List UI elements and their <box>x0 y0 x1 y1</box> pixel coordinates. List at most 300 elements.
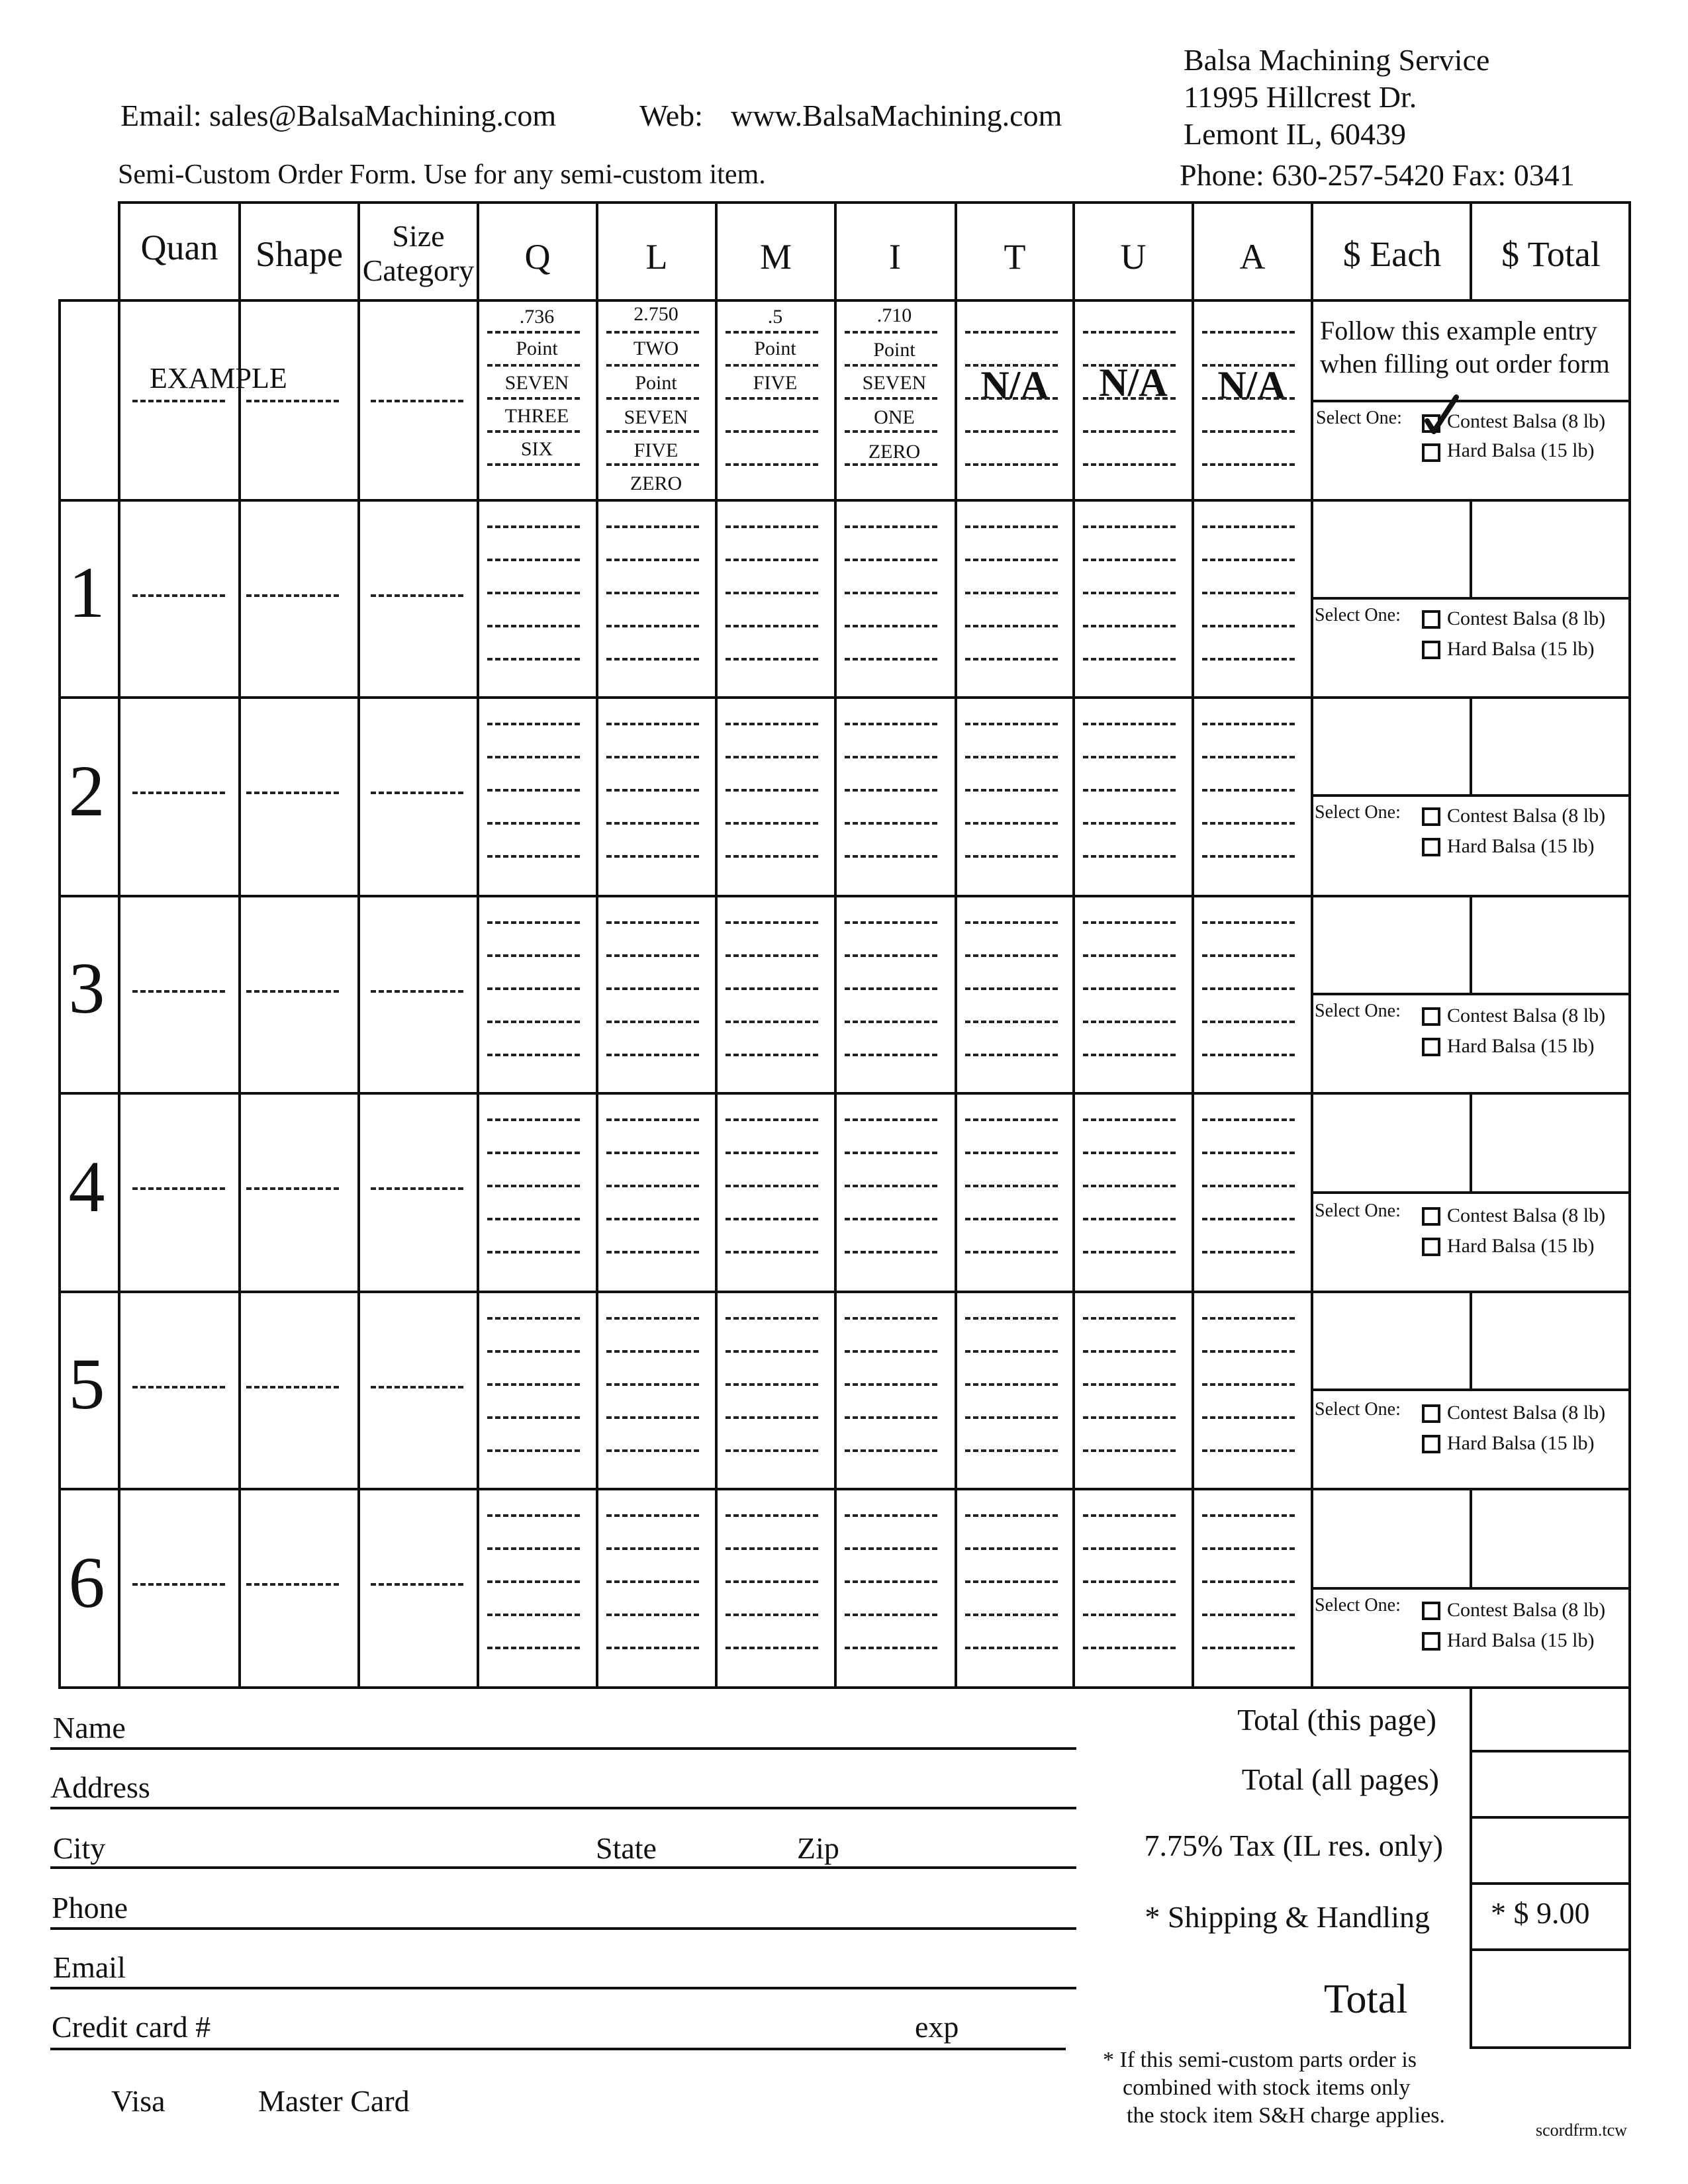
digit-entry[interactable] <box>1083 987 1176 990</box>
digit-entry[interactable] <box>845 756 937 758</box>
example-digit-entry[interactable] <box>726 364 818 367</box>
digit-entry[interactable] <box>726 1416 818 1419</box>
digit-entry[interactable] <box>487 559 580 561</box>
digit-entry[interactable] <box>606 987 699 990</box>
digit-entry[interactable] <box>606 1449 699 1452</box>
price-divider-2 <box>1470 696 1472 796</box>
digit-entry[interactable] <box>487 921 580 924</box>
digit-entry[interactable] <box>726 1185 818 1187</box>
digit-entry[interactable] <box>1202 1054 1295 1056</box>
example-digit-entry[interactable] <box>606 430 699 433</box>
digit-entry[interactable] <box>606 822 699 825</box>
digit-entry[interactable] <box>1202 723 1295 725</box>
digit-entry[interactable] <box>606 1383 699 1386</box>
example-i-5: ZERO <box>868 441 921 463</box>
example-digit-entry[interactable] <box>1202 331 1295 334</box>
digit-entry[interactable] <box>1083 1350 1176 1353</box>
row5-contest-checkbox[interactable] <box>1422 1404 1440 1423</box>
digit-entry[interactable] <box>487 1350 580 1353</box>
digit-entry[interactable] <box>487 1449 580 1452</box>
footnote-line1: * If this semi-custom parts order is <box>1103 2048 1417 2072</box>
digit-entry[interactable] <box>845 1647 937 1649</box>
digit-entry[interactable] <box>1083 1218 1176 1220</box>
digit-entry[interactable] <box>726 1383 818 1386</box>
example-digit-entry[interactable] <box>965 430 1058 433</box>
digit-entry[interactable] <box>726 625 818 627</box>
digit-entry[interactable] <box>1202 789 1295 792</box>
digit-entry[interactable] <box>606 1054 699 1056</box>
shape-entry[interactable] <box>246 1583 339 1586</box>
digit-entry[interactable] <box>965 1647 1058 1649</box>
digit-entry[interactable] <box>726 1317 818 1320</box>
digit-entry[interactable] <box>965 1416 1058 1419</box>
digit-entry[interactable] <box>965 1251 1058 1253</box>
example-digit-entry[interactable] <box>726 331 818 334</box>
quan-entry[interactable] <box>132 990 225 993</box>
digit-entry[interactable] <box>965 525 1058 528</box>
digit-entry[interactable] <box>487 592 580 594</box>
shape-entry[interactable] <box>246 1386 339 1388</box>
digit-entry[interactable] <box>965 1383 1058 1386</box>
digit-entry[interactable] <box>1202 1185 1295 1187</box>
digit-entry[interactable] <box>726 1251 818 1253</box>
digit-entry[interactable] <box>726 756 818 758</box>
digit-entry[interactable] <box>726 525 818 528</box>
digit-entry[interactable] <box>606 559 699 561</box>
example-digit-entry[interactable] <box>1083 430 1176 433</box>
digit-entry[interactable] <box>1083 1614 1176 1616</box>
digit-entry[interactable] <box>1083 559 1176 561</box>
digit-entry[interactable] <box>487 954 580 957</box>
digit-entry[interactable] <box>845 1021 937 1023</box>
digit-entry[interactable] <box>606 1218 699 1220</box>
digit-entry[interactable] <box>606 658 699 660</box>
row3-hard-checkbox[interactable] <box>1422 1038 1440 1056</box>
phone-field-line[interactable] <box>50 1927 1076 1930</box>
digit-entry[interactable] <box>845 723 937 725</box>
digit-entry[interactable] <box>965 559 1058 561</box>
digit-entry[interactable] <box>1202 1152 1295 1154</box>
digit-entry[interactable] <box>1083 1251 1176 1253</box>
example-digit-entry[interactable] <box>965 463 1058 466</box>
row3-contest-checkbox[interactable] <box>1422 1007 1440 1026</box>
digit-entry[interactable] <box>1083 756 1176 758</box>
digit-entry[interactable] <box>965 1350 1058 1353</box>
digit-entry[interactable] <box>845 987 937 990</box>
digit-entry[interactable] <box>726 1547 818 1550</box>
example-digit-entry[interactable] <box>487 463 580 466</box>
row5-hard-checkbox[interactable] <box>1422 1435 1440 1453</box>
digit-entry[interactable] <box>1202 592 1295 594</box>
shape-entry[interactable] <box>246 594 339 597</box>
digit-entry[interactable] <box>487 1185 580 1187</box>
shape-entry[interactable] <box>246 792 339 794</box>
digit-entry[interactable] <box>965 954 1058 957</box>
digit-entry[interactable] <box>487 1614 580 1616</box>
digit-entry[interactable] <box>606 1580 699 1583</box>
digit-entry[interactable] <box>1083 1383 1176 1386</box>
digit-entry[interactable] <box>606 1317 699 1320</box>
quan-entry[interactable] <box>132 1187 225 1190</box>
digit-entry[interactable] <box>965 987 1058 990</box>
digit-entry[interactable] <box>1083 855 1176 858</box>
digit-entry[interactable] <box>726 658 818 660</box>
digit-entry[interactable] <box>965 723 1058 725</box>
digit-entry[interactable] <box>965 1021 1058 1023</box>
digit-entry[interactable] <box>606 921 699 924</box>
example-digit-entry[interactable] <box>606 397 699 400</box>
digit-entry[interactable] <box>726 1580 818 1583</box>
digit-entry[interactable] <box>487 1580 580 1583</box>
example-digit-entry[interactable] <box>1083 397 1176 400</box>
example-digit-entry[interactable] <box>1083 463 1176 466</box>
digit-entry[interactable] <box>1202 855 1295 858</box>
example-digit-entry[interactable] <box>965 331 1058 334</box>
digit-entry[interactable] <box>606 789 699 792</box>
digit-entry[interactable] <box>726 855 818 858</box>
digit-entry[interactable] <box>845 1118 937 1121</box>
digit-entry[interactable] <box>726 592 818 594</box>
digit-entry[interactable] <box>965 1218 1058 1220</box>
example-digit-entry[interactable] <box>1202 397 1295 400</box>
digit-entry[interactable] <box>965 1054 1058 1056</box>
mastercard-label[interactable]: Master Card <box>258 2084 410 2118</box>
digit-entry[interactable] <box>1083 1416 1176 1419</box>
row1-contest-checkbox[interactable] <box>1422 610 1440 629</box>
digit-entry[interactable] <box>845 789 937 792</box>
digit-entry[interactable] <box>487 1251 580 1253</box>
example-digit-entry[interactable] <box>1083 364 1176 367</box>
digit-entry[interactable] <box>1202 1647 1295 1649</box>
digit-entry[interactable] <box>487 855 580 858</box>
digit-entry[interactable] <box>487 1021 580 1023</box>
example-m-3: FIVE <box>753 372 798 394</box>
digit-entry[interactable] <box>726 987 818 990</box>
example-digit-entry[interactable] <box>965 397 1058 400</box>
digit-entry[interactable] <box>726 1449 818 1452</box>
example-digit-entry[interactable] <box>487 364 580 367</box>
row2-contest-checkbox[interactable] <box>1422 807 1440 826</box>
digit-entry[interactable] <box>726 921 818 924</box>
shape-entry[interactable] <box>246 990 339 993</box>
digit-entry[interactable] <box>1083 1185 1176 1187</box>
size-entry[interactable] <box>371 1187 463 1190</box>
example-digit-entry[interactable] <box>845 397 937 400</box>
digit-entry[interactable] <box>1083 592 1176 594</box>
digit-entry[interactable] <box>845 1580 937 1583</box>
digit-entry[interactable] <box>606 1614 699 1616</box>
digit-entry[interactable] <box>845 1185 937 1187</box>
digit-entry[interactable] <box>845 1614 937 1616</box>
digit-entry[interactable] <box>1083 1118 1176 1121</box>
row4-contest-checkbox[interactable] <box>1422 1207 1440 1226</box>
digit-entry[interactable] <box>487 1383 580 1386</box>
digit-entry[interactable] <box>1083 1514 1176 1517</box>
digit-entry[interactable] <box>726 1118 818 1121</box>
example-digit-entry[interactable] <box>487 397 580 400</box>
digit-entry[interactable] <box>965 592 1058 594</box>
digit-entry[interactable] <box>1202 1317 1295 1320</box>
digit-entry[interactable] <box>487 1317 580 1320</box>
digit-entry[interactable] <box>965 1152 1058 1154</box>
digit-entry[interactable] <box>1083 954 1176 957</box>
digit-entry[interactable] <box>845 822 937 825</box>
digit-entry[interactable] <box>1202 756 1295 758</box>
row1-hard-checkbox[interactable] <box>1422 641 1440 659</box>
digit-entry[interactable] <box>965 1118 1058 1121</box>
digit-entry[interactable] <box>845 658 937 660</box>
digit-entry[interactable] <box>726 1152 818 1154</box>
quan-entry[interactable] <box>132 594 225 597</box>
digit-entry[interactable] <box>487 1118 580 1121</box>
example-digit-entry[interactable] <box>845 331 937 334</box>
digit-entry[interactable] <box>487 1647 580 1649</box>
digit-entry[interactable] <box>845 954 937 957</box>
digit-entry[interactable] <box>726 1614 818 1616</box>
example-shape-entry[interactable] <box>246 400 339 402</box>
row4-hard-checkbox[interactable] <box>1422 1238 1440 1256</box>
digit-entry[interactable] <box>965 921 1058 924</box>
digit-entry[interactable] <box>487 723 580 725</box>
digit-entry[interactable] <box>606 756 699 758</box>
visa-label[interactable]: Visa <box>111 2084 165 2118</box>
example-digit-entry[interactable] <box>726 430 818 433</box>
digit-entry[interactable] <box>1083 822 1176 825</box>
digit-entry[interactable] <box>845 592 937 594</box>
example-size-entry[interactable] <box>371 400 463 402</box>
digit-entry[interactable] <box>845 559 937 561</box>
digit-entry[interactable] <box>1083 1449 1176 1452</box>
digit-entry[interactable] <box>606 1118 699 1121</box>
digit-entry[interactable] <box>1202 1021 1295 1023</box>
example-digit-entry[interactable] <box>845 364 937 367</box>
digit-entry[interactable] <box>606 1185 699 1187</box>
digit-entry[interactable] <box>487 756 580 758</box>
digit-entry[interactable] <box>606 1416 699 1419</box>
example-digit-entry[interactable] <box>845 463 937 466</box>
digit-entry[interactable] <box>845 1350 937 1353</box>
digit-entry[interactable] <box>726 1514 818 1517</box>
digit-entry[interactable] <box>845 1547 937 1550</box>
digit-entry[interactable] <box>965 789 1058 792</box>
digit-entry[interactable] <box>726 1647 818 1649</box>
digit-entry[interactable] <box>1202 1251 1295 1253</box>
digit-entry[interactable] <box>1202 1218 1295 1220</box>
digit-entry[interactable] <box>487 525 580 528</box>
digit-entry[interactable] <box>606 1021 699 1023</box>
city-field-line[interactable] <box>50 1866 1076 1869</box>
digit-entry[interactable] <box>726 954 818 957</box>
digit-entry[interactable] <box>1083 1021 1176 1023</box>
digit-entry[interactable] <box>845 1054 937 1056</box>
row2-hard-checkbox[interactable] <box>1422 838 1440 856</box>
example-digit-entry[interactable] <box>487 331 580 334</box>
digit-entry[interactable] <box>1202 625 1295 627</box>
size-entry[interactable] <box>371 594 463 597</box>
example-digit-entry[interactable] <box>1202 364 1295 367</box>
example-hard-checkbox[interactable] <box>1422 443 1440 462</box>
digit-entry[interactable] <box>1202 559 1295 561</box>
digit-entry[interactable] <box>726 559 818 561</box>
digit-entry[interactable] <box>965 1514 1058 1517</box>
digit-entry[interactable] <box>845 1449 937 1452</box>
digit-entry[interactable] <box>1202 987 1295 990</box>
digit-entry[interactable] <box>1202 525 1295 528</box>
size-entry[interactable] <box>371 1386 463 1388</box>
digit-entry[interactable] <box>845 1383 937 1386</box>
example-digit-entry[interactable] <box>487 430 580 433</box>
digit-entry[interactable] <box>1083 1317 1176 1320</box>
digit-entry[interactable] <box>487 1152 580 1154</box>
digit-entry[interactable] <box>1202 1614 1295 1616</box>
digit-entry[interactable] <box>965 855 1058 858</box>
col-line-t <box>955 201 957 1689</box>
digit-entry[interactable] <box>965 1185 1058 1187</box>
digit-entry[interactable] <box>606 1251 699 1253</box>
digit-entry[interactable] <box>606 525 699 528</box>
quan-entry[interactable] <box>132 1386 225 1388</box>
row6-contest-checkbox[interactable] <box>1422 1602 1440 1620</box>
digit-entry[interactable] <box>1202 954 1295 957</box>
digit-entry[interactable] <box>487 1054 580 1056</box>
digit-entry[interactable] <box>487 789 580 792</box>
digit-entry[interactable] <box>845 1317 937 1320</box>
digit-entry[interactable] <box>1083 789 1176 792</box>
name-field-line[interactable] <box>50 1747 1076 1750</box>
example-digit-entry[interactable] <box>1202 430 1295 433</box>
col-line-each <box>1311 201 1313 1689</box>
example-quan-entry[interactable] <box>132 400 225 402</box>
digit-entry[interactable] <box>965 658 1058 660</box>
digit-entry[interactable] <box>1083 625 1176 627</box>
digit-entry[interactable] <box>1083 525 1176 528</box>
example-digit-entry[interactable] <box>606 331 699 334</box>
digit-entry[interactable] <box>487 987 580 990</box>
digit-entry[interactable] <box>606 1514 699 1517</box>
digit-entry[interactable] <box>606 625 699 627</box>
example-digit-entry[interactable] <box>965 364 1058 367</box>
digit-entry[interactable] <box>487 1547 580 1550</box>
digit-entry[interactable] <box>1202 1547 1295 1550</box>
digit-entry[interactable] <box>606 1152 699 1154</box>
example-digit-entry[interactable] <box>726 463 818 466</box>
digit-entry[interactable] <box>1202 1416 1295 1419</box>
example-digit-entry[interactable] <box>606 463 699 466</box>
digit-entry[interactable] <box>726 822 818 825</box>
digit-entry[interactable] <box>1202 1350 1295 1353</box>
digit-entry[interactable] <box>487 1514 580 1517</box>
web-url[interactable]: www.BalsaMachining.com <box>731 99 1062 132</box>
digit-entry[interactable] <box>487 1416 580 1419</box>
shape-entry[interactable] <box>246 1187 339 1190</box>
digit-entry[interactable] <box>965 625 1058 627</box>
example-digit-entry[interactable] <box>606 364 699 367</box>
digit-entry[interactable] <box>1083 723 1176 725</box>
digit-entry[interactable] <box>726 789 818 792</box>
digit-entry[interactable] <box>845 1416 937 1419</box>
digit-entry[interactable] <box>606 1350 699 1353</box>
digit-entry[interactable] <box>845 1152 937 1154</box>
digit-entry[interactable] <box>606 1547 699 1550</box>
digit-entry[interactable] <box>487 1218 580 1220</box>
example-q-2: Point <box>516 338 558 359</box>
digit-entry[interactable] <box>1083 921 1176 924</box>
digit-entry[interactable] <box>1202 921 1295 924</box>
digit-entry[interactable] <box>1083 1580 1176 1583</box>
credit-card-field-line[interactable] <box>50 2048 1066 2050</box>
row6-hard-checkbox[interactable] <box>1422 1632 1440 1651</box>
digit-entry[interactable] <box>845 855 937 858</box>
digit-entry[interactable] <box>965 1580 1058 1583</box>
example-digit-entry[interactable] <box>726 397 818 400</box>
digit-entry[interactable] <box>726 1054 818 1056</box>
digit-entry[interactable] <box>1202 822 1295 825</box>
digit-entry[interactable] <box>965 1449 1058 1452</box>
size-entry[interactable] <box>371 1583 463 1586</box>
digit-entry[interactable] <box>487 822 580 825</box>
digit-entry[interactable] <box>487 658 580 660</box>
digit-entry[interactable] <box>1083 1054 1176 1056</box>
digit-entry[interactable] <box>845 625 937 627</box>
digit-entry[interactable] <box>1202 658 1295 660</box>
digit-entry[interactable] <box>965 756 1058 758</box>
digit-entry[interactable] <box>606 592 699 594</box>
quan-entry[interactable] <box>132 792 225 794</box>
digit-entry[interactable] <box>1202 1383 1295 1386</box>
price-divider-4 <box>1470 1092 1472 1191</box>
digit-entry[interactable] <box>965 1614 1058 1616</box>
company-email[interactable]: Email: sales@BalsaMachining.com <box>120 99 557 132</box>
digit-entry[interactable] <box>1202 1580 1295 1583</box>
digit-entry[interactable] <box>845 921 937 924</box>
digit-entry[interactable] <box>845 1514 937 1517</box>
digit-entry[interactable] <box>606 855 699 858</box>
digit-entry[interactable] <box>1202 1449 1295 1452</box>
digit-entry[interactable] <box>606 723 699 725</box>
digit-entry[interactable] <box>1083 658 1176 660</box>
digit-entry[interactable] <box>606 1647 699 1649</box>
email-field-line[interactable] <box>50 1987 1076 1989</box>
digit-entry[interactable] <box>845 1251 937 1253</box>
digit-entry[interactable] <box>965 1547 1058 1550</box>
address-field-line[interactable] <box>50 1807 1076 1809</box>
digit-entry[interactable] <box>1083 1647 1176 1649</box>
digit-entry[interactable] <box>965 1317 1058 1320</box>
digit-entry[interactable] <box>726 723 818 725</box>
size-entry[interactable] <box>371 792 463 794</box>
digit-entry[interactable] <box>606 954 699 957</box>
digit-entry[interactable] <box>965 822 1058 825</box>
size-entry[interactable] <box>371 990 463 993</box>
example-digit-entry[interactable] <box>1202 463 1295 466</box>
digit-entry[interactable] <box>487 625 580 627</box>
digit-entry[interactable] <box>726 1350 818 1353</box>
digit-entry[interactable] <box>1083 1152 1176 1154</box>
row3-contest-label: Contest Balsa (8 lb) <box>1447 1005 1606 1026</box>
row6-contest-label: Contest Balsa (8 lb) <box>1447 1599 1606 1621</box>
example-digit-entry[interactable] <box>845 430 937 433</box>
digit-entry[interactable] <box>845 1218 937 1220</box>
quan-entry[interactable] <box>132 1583 225 1586</box>
digit-entry[interactable] <box>1202 1118 1295 1121</box>
digit-entry[interactable] <box>726 1021 818 1023</box>
digit-entry[interactable] <box>726 1218 818 1220</box>
digit-entry[interactable] <box>1083 1547 1176 1550</box>
example-digit-entry[interactable] <box>1083 331 1176 334</box>
digit-entry[interactable] <box>1202 1514 1295 1517</box>
example-l-5: FIVE <box>633 439 679 461</box>
digit-entry[interactable] <box>845 525 937 528</box>
